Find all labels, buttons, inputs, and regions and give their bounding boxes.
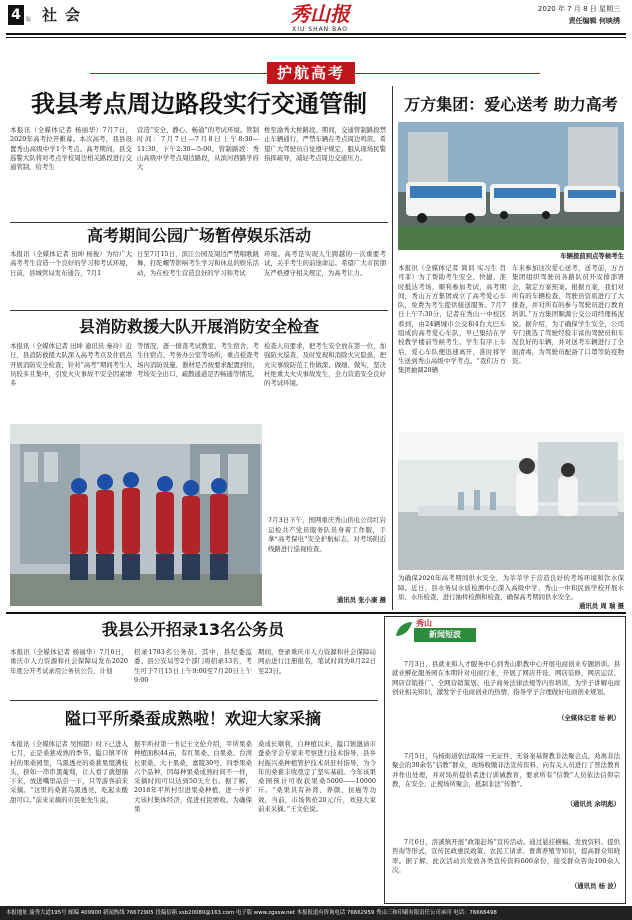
brief-sig1: （全媒体记者 杨 帆） bbox=[558, 714, 620, 722]
photo1-caption: 7月3日下午，国网重庆秀山供电公司红岩运检共产党员服务队员身着工作服，手拿“高考保电”安全护航标志，对考场附近线路进行巡视检查。 bbox=[268, 516, 386, 553]
article4-col2: 车来参加这次爱心送考，送考前，万方集团组织驾驶员各路队员开安排部署会，制定方案预案。根据方案，我们对所有的车辆检查、驾驶员资质进行了大排查，并对所有的参与驾驶员进行教育培训。”万方集团顺源公交公司经理杨泥说。据介绍，为了确保学生安全，公司专门挑选了驾驶经验丰富的驾驶员和车况良好的车辆，并对送考车辆进行了全面清毒，为驾驶员配备了口罩等防疫物资。 bbox=[512, 264, 624, 365]
news-brief-logo: 新闻短波 bbox=[414, 628, 476, 642]
article1-col3: 桥至渝秀大桥路段。期间，交通管制路段禁止车辆通行，严禁车辆在考点周边鸣笛。希望广大驾驶员自觉遵守规定，服从现场民警指挥疏导，减轻考点周边交通压力。 bbox=[264, 126, 386, 162]
bus-fleet-photo bbox=[398, 122, 624, 250]
section-divider bbox=[6, 612, 626, 614]
article6-col1: 本报讯（全媒体记者 吴国超）时下已进入七月，正是桑葚成熟的季节。隘口镇平所村的果桑园里，乌黑透亮的桑葚果缀满枝头，挤如一串串黑葡萄，让人看了就想摘下来，放进嘴里品尝一下，只等游客前来采摘。“这里的桑葚乌黑透亮，吃起来酸甜可口。”前来采摘的市民张先生说。 bbox=[10, 740, 128, 804]
footer-bar: 本报地址 渝秀大道195号 邮编 409900 新闻热线 76672905 投稿信箱 xsb20080@163.com 电子版 www.zgxsw.net 本报报道有咨询电话 76662959 秀山三和印刷有限责任公司承印 电话：76666498 bbox=[0, 906, 632, 920]
page-number: 4 bbox=[8, 5, 24, 25]
issue-date: 2020 年 7 月 8 日 星期三 bbox=[537, 5, 620, 13]
water-lab-photo bbox=[398, 432, 624, 570]
page-label: 版 bbox=[26, 17, 32, 23]
article5-col2: 招录1783名公务员。其中，县纪委监委、县公安局等2个部门将招录13名，考生可于7月15日上午9:00至7月20日上午9:00 bbox=[134, 648, 252, 684]
news-brief-logo-top: 秀山 bbox=[416, 619, 432, 628]
water-lab-illustration bbox=[398, 432, 624, 570]
header-rule-thin bbox=[6, 37, 626, 38]
article2-headline: 高考期间公园广场暂停娱乐活动 bbox=[86, 226, 311, 245]
article6-col3: 桑成长顺利，自种植以来，隘口镇邀请市蚕桑学会专家来考察进行技术指导，县乡村振兴桑种植管护技术员驻村指导，为今年的桑葚丰收奠定了坚实基础。今年该果桑园预计可收获果桑5000——10000斤。“桑果具有补肾、养颜、抗癌等功效，当前，市场售价20元/斤，欢迎大家前来采摘。”王文伦说。 bbox=[258, 740, 376, 813]
news-brief-leaf-icon bbox=[394, 620, 414, 638]
newspaper-logo: 秀山报 bbox=[290, 2, 350, 26]
article6-headline: 隘口平所桑蚕成熟啦！欢迎大家采摘 bbox=[64, 709, 321, 728]
brief-sig2: （通讯员 余明彪） bbox=[566, 800, 620, 808]
divider bbox=[10, 310, 388, 311]
article3-col3: 检查人员要求，把考生安全放在第一位，加强防火巡查，及时发现和消除火灾隐患，把火灾事故防范工作做深、做细、做实，坚决杜绝重大火灾事故发生，全力营造安全良好的考试环境。 bbox=[264, 342, 386, 388]
article1-col1: 本报讯（全媒体记者 杨丽华）7月7日，2020年高考拉开帷幕。本次高考，我县设置秀山高级中学1个考点。高考期间，县交巡警大队将对考点学校周边相关路段进行交通管制，给考生 bbox=[10, 126, 132, 172]
article1-headline: 我县考点周边路段实行交通管制 bbox=[31, 90, 367, 118]
photo2-caption: 为确保2020年高考期间供水安全，为莘莘学子营造良好的考场环境和饮水保障。近日，县水务局水质检测中心深入高级中学、秀山一中和民族学校开展水质、水压检查，进行抽样检测和检查，确保高考期间供水安全。 bbox=[398, 574, 624, 602]
banner-tag: 护航高考 bbox=[267, 62, 355, 84]
divider bbox=[10, 700, 378, 701]
section-title: 社会 bbox=[42, 6, 89, 24]
article2-col1: 本报讯（全媒体记者 田坤 杨俊）为给广大高考考生营造一个良好的学习和考试环境，日前，县城管局发布通告，7月1 bbox=[10, 250, 132, 277]
article4-col1: 本报讯（全媒体记者 简训 实习生 肖可菲）为了帮助考生安全、快捷、准时抵达考场，顺利参加考试，高考期间，秀山万方集团成立了高考爱心车队，免费为考生提供接送服务。7月7日上午7:30分，记者在秀山一中校区看到，由24辆城市公交和4台大巴车组成的高考爱心车队，早已集结在学校教学楼前等候考生。学生有序上车后，爱心车队便迅速离开，准时将学生送到秀山高级中学考点。“我们万方集团抽调28辆 bbox=[398, 264, 506, 375]
article5-headline: 我县公开招录13名公务员 bbox=[101, 620, 285, 639]
substation-workers-photo bbox=[10, 424, 262, 606]
brief-item3: 7月6日，溶溪镇开展“政策赶场”宣传活动。通过悬挂横幅、发放资料、提供咨询等形式，宣传民政惠民政策、农民工请求、畜禽养殖等知识，提高群众知晓率。据了解，此次活动共发放各类宣传资料600余份，接受群众咨询100余人次。 bbox=[392, 838, 620, 874]
article4-headline: 万方集团：爱心送考 助力高考 bbox=[404, 95, 618, 114]
article6-col2: 据平所村第一书记王文伦介绍，平所果桑种植面积44亩，有红果桑、白果桑、台湾长果桑、大十果桑，嘉陵30号，四季果桑六个品种，因每种果桑成熟时间不一样，采摘时间可以达到50天左右。据了解，2018年平所村引进果桑种植，进一步扩大该村集体经济，促进村民增收。为确保果 bbox=[134, 740, 252, 813]
photo1-credit: 通讯员 张小康 摄 bbox=[336, 596, 386, 604]
article2-col3: 环境。高考是实现人生跨越的一次重要考试，关乎考生的前途命运。希望广大市民朋友严格遵守相关规定，为高考让力。 bbox=[264, 250, 386, 277]
article4-photo-caption: 车辆提前到点等候考生 bbox=[560, 252, 624, 260]
brief-sig3: （通讯员 杨 波） bbox=[570, 882, 620, 890]
article1-col2: 营造“安全、静心、畅通”的考试环境。管制时间：7月7日—7月8日上午8:30—11:30，下午2:30—5:00。管制路段：秀山高级中学考点周边路段，从滨河西路学府大 bbox=[137, 126, 259, 172]
photo2-credit: 通讯员 周 瑞 摄 bbox=[578, 602, 624, 610]
header-rule bbox=[6, 33, 626, 35]
article5-col1: 本报讯（全媒体记者 杨丽华）7月6日，重庆市人力资源和社会保障局发布2020年度公开考试录用公务员公告，计划 bbox=[10, 648, 128, 675]
divider bbox=[10, 222, 388, 223]
bus-fleet-illustration bbox=[398, 122, 624, 250]
article3-headline: 县消防救援大队开展消防安全检查 bbox=[78, 317, 319, 336]
newspaper-logo-sub: XIU SHAN BAO bbox=[292, 26, 348, 33]
brief-item1: 7月3日，县就业和人才服务中心到秀山职教中心开展电商创业专题培训。县就业孵化服务园在本期针对电商行业，开展了网店开设、网店装修、网店运营、网店营销推广、全网营销策划、电子商务法律法规等内容培训，为学子讲解电商创业相关知识，激发学子电商创业的热情，指导学子合理做好电商创业规划。 bbox=[392, 660, 620, 696]
substation-workers-illustration bbox=[10, 424, 262, 606]
article5-col3: 期间，登录重庆市人力资源和社会保障局网站进行注册报名，笔试时间为8月22日至23日。 bbox=[258, 648, 376, 675]
brief-item2: 7月5日，乌杨街道依法取缔一无证件、无备案基督教非法聚会点。劝离非法聚会的30余名“信教”群众，现场收缴非法宣传资料，向有关人员进行了普法教育并作出处理，并对场所提供者进行训诫教育，要求所有“信教”人员依法信仰宗教，在安全、正规场所聚会，抵制非法“传教”。 bbox=[392, 752, 620, 788]
article3-col1: 本报讯（全媒体记者 田坤 通讯员 秦玲）近日，县消防救援大队深入高考考点及住宿点开展消防安全检查，针对“高考”期间考生人员较多且集中，引发火灾事故不安全因素增多 bbox=[10, 342, 132, 388]
article3-col2: 等情况，逐一排查考试教室、考生宿舍、考生住宿点、考务办公室等场所，重点检查考场内消防设施、器材是否按要求配置到位，考场安全出口、疏散通道是否畅通等情况。 bbox=[137, 342, 259, 378]
column-divider bbox=[392, 86, 393, 610]
article2-col2: 日至7月15日，滨江公园及周边严禁唱歌跳舞，打陀螺等影响考生学习和休息的娱乐活动，为在校考生营造良好的学习和考试 bbox=[137, 250, 259, 277]
editor-line: 责任编辑 何映绣 bbox=[568, 17, 620, 25]
